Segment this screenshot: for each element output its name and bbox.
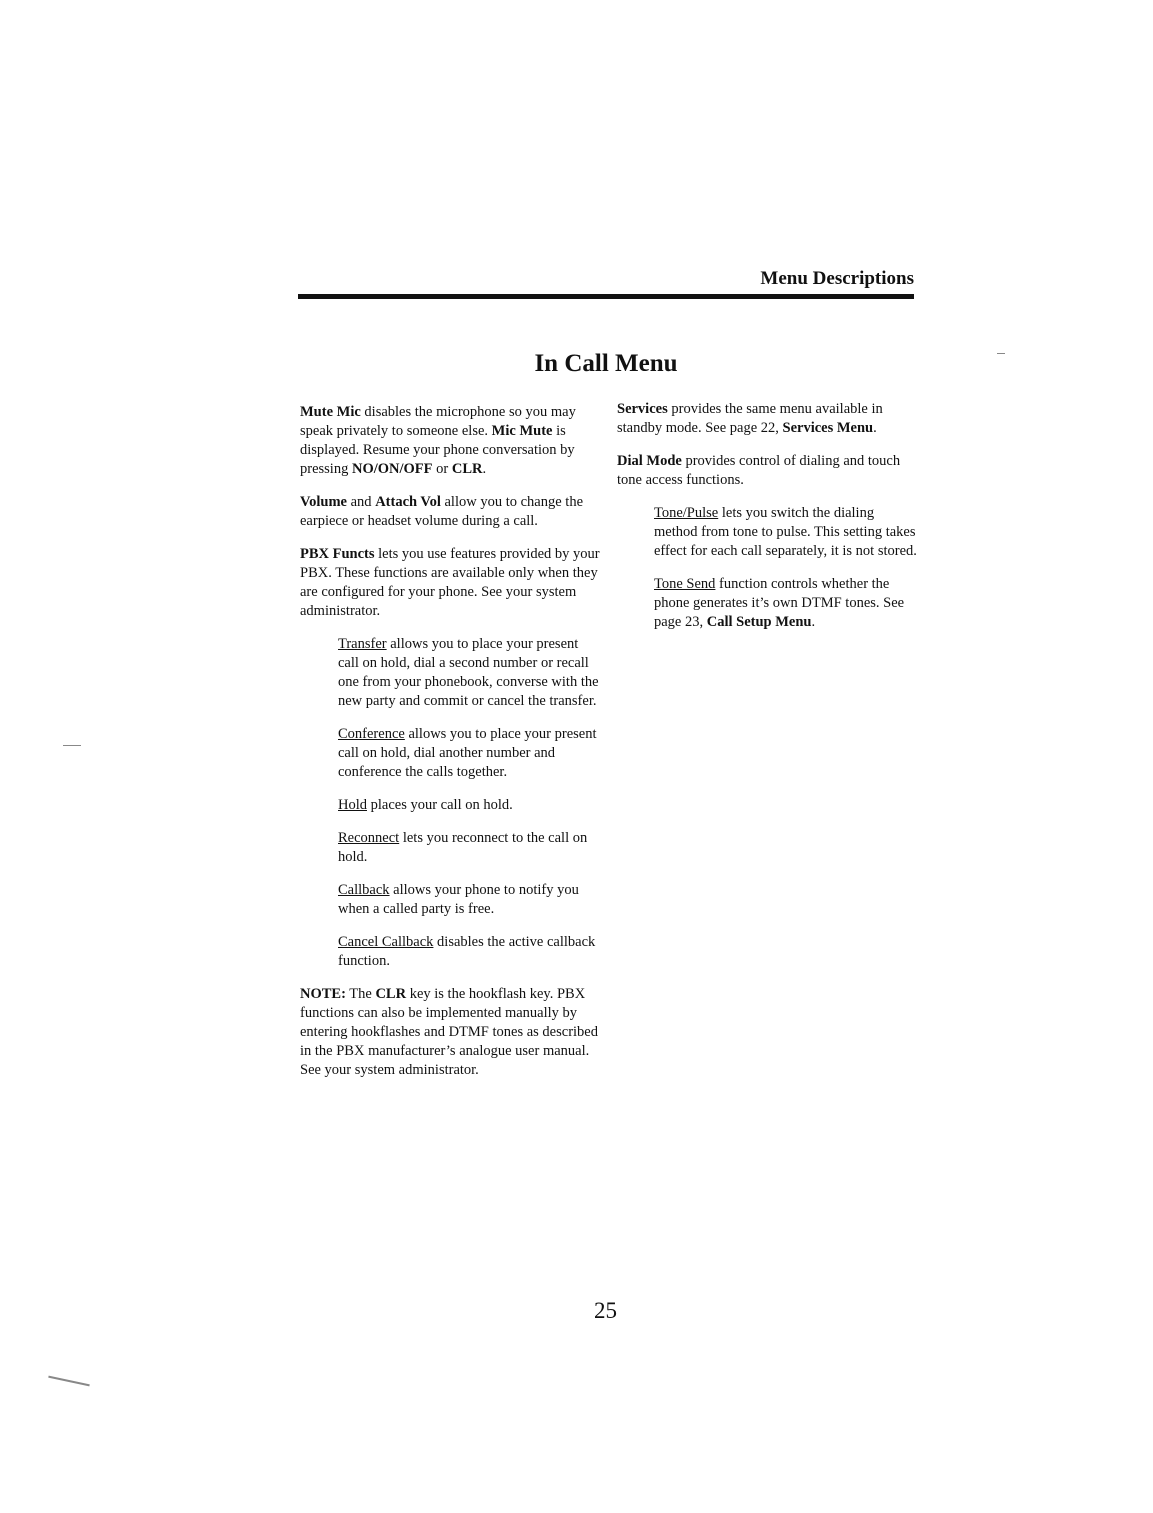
- no-on-off-key: NO/ON/OFF: [351, 461, 433, 477]
- running-header: Menu Descriptions: [760, 268, 914, 289]
- mic-mute-term: Mic Mute: [491, 423, 553, 439]
- services-text-1: provides the same menu available in standby mode. See page 22,: [617, 401, 883, 436]
- mute-mic-paragraph: [300, 403, 600, 479]
- transfer-text: allows you to place your present call on hold, dial a second number or recall one from your phonebook, converse with the new party and commit or cancel the transfer.: [338, 636, 599, 709]
- header-rule: [298, 294, 914, 299]
- left-column: [300, 403, 600, 1094]
- services-menu-ref: Services Menu: [782, 420, 874, 436]
- reconnect-paragraph: [338, 829, 600, 867]
- pbx-functs-text: lets you use features provided by your PBX. These functions are available only when they are configured for your phone. See your system administrator.: [300, 546, 600, 619]
- page-number: 25: [594, 1298, 617, 1323]
- dial-mode-paragraph: [617, 452, 917, 490]
- callback-text: allows your phone to notify you when a called party is free.: [338, 882, 579, 917]
- hold-term: Hold: [338, 797, 367, 813]
- call-setup-menu-ref: Call Setup Menu: [706, 614, 812, 630]
- note-text-2: key is the hookflash key. PBX functions can also be implemented manually by entering hookflashes and DTMF tones as described in the PBX manufacturer’s analogue user manual. See your system administrator.: [300, 986, 598, 1078]
- reconnect-text: lets you reconnect to the call on hold.: [338, 830, 588, 865]
- conference-term: Conference: [338, 726, 405, 742]
- clr-key: CLR: [451, 461, 483, 477]
- note-clr-key: CLR: [375, 986, 407, 1002]
- note-label: NOTE:: [300, 986, 346, 1002]
- pbx-functs-paragraph: [300, 545, 600, 621]
- mute-mic-text-1: disables the microphone so you may speak privately to someone else.: [300, 404, 576, 439]
- transfer-term: Transfer: [338, 636, 387, 652]
- volume-term: Volume: [300, 494, 347, 510]
- conference-text: allows you to place your present call on hold, dial another number and conference the calls together.: [338, 726, 597, 780]
- mute-mic-text-2: is displayed. Resume your phone conversation by pressing: [300, 423, 575, 477]
- note-text-1: The: [345, 986, 376, 1002]
- scan-speck: [997, 353, 1005, 354]
- cancel-callback-text: disables the active callback function.: [338, 934, 596, 969]
- tone-send-paragraph: [654, 575, 917, 632]
- pbx-functs-term: PBX Functs: [300, 546, 375, 562]
- volume-text-1: and: [347, 494, 376, 510]
- cancel-callback-paragraph: [338, 933, 600, 971]
- services-term: Services: [617, 401, 668, 417]
- cancel-callback-term: Cancel Callback: [338, 934, 434, 950]
- tone-pulse-text: lets you switch the dialing method from tone to pulse. This setting takes effect for each call separately, it is not stored.: [654, 505, 917, 559]
- tone-pulse-term: Tone/Pulse: [654, 505, 719, 521]
- conference-paragraph: [338, 725, 600, 782]
- note-paragraph: [300, 985, 600, 1080]
- services-text-2: .: [873, 420, 877, 436]
- page-title: In Call Menu: [534, 350, 678, 377]
- hold-text: places your call on hold.: [367, 797, 513, 813]
- callback-term: Callback: [338, 882, 390, 898]
- hold-paragraph: [338, 796, 600, 815]
- tone-send-text-1: function controls whether the phone generates it’s own DTMF tones. See page 23,: [654, 576, 905, 630]
- dial-mode-text: provides control of dialing and touch tone access functions.: [617, 453, 901, 488]
- mute-mic-text-4: .: [482, 461, 487, 477]
- tone-send-text-2: .: [811, 614, 816, 630]
- attach-vol-term: Attach Vol: [375, 494, 441, 510]
- scan-speck: [48, 1376, 89, 1387]
- services-paragraph: [617, 400, 917, 438]
- mute-mic-term: Mute Mic: [300, 404, 361, 420]
- right-column: [617, 400, 917, 646]
- volume-paragraph: [300, 493, 600, 531]
- volume-text-2: allow you to change the earpiece or headset volume during a call.: [300, 494, 583, 529]
- tone-send-term: Tone Send: [654, 576, 716, 592]
- reconnect-term: Reconnect: [338, 830, 400, 846]
- tone-pulse-paragraph: [654, 504, 917, 561]
- dial-mode-term: Dial Mode: [617, 453, 682, 469]
- mute-mic-text-3: or: [432, 461, 452, 477]
- scan-speck: [63, 745, 81, 746]
- callback-paragraph: [338, 881, 600, 919]
- transfer-paragraph: [338, 635, 600, 711]
